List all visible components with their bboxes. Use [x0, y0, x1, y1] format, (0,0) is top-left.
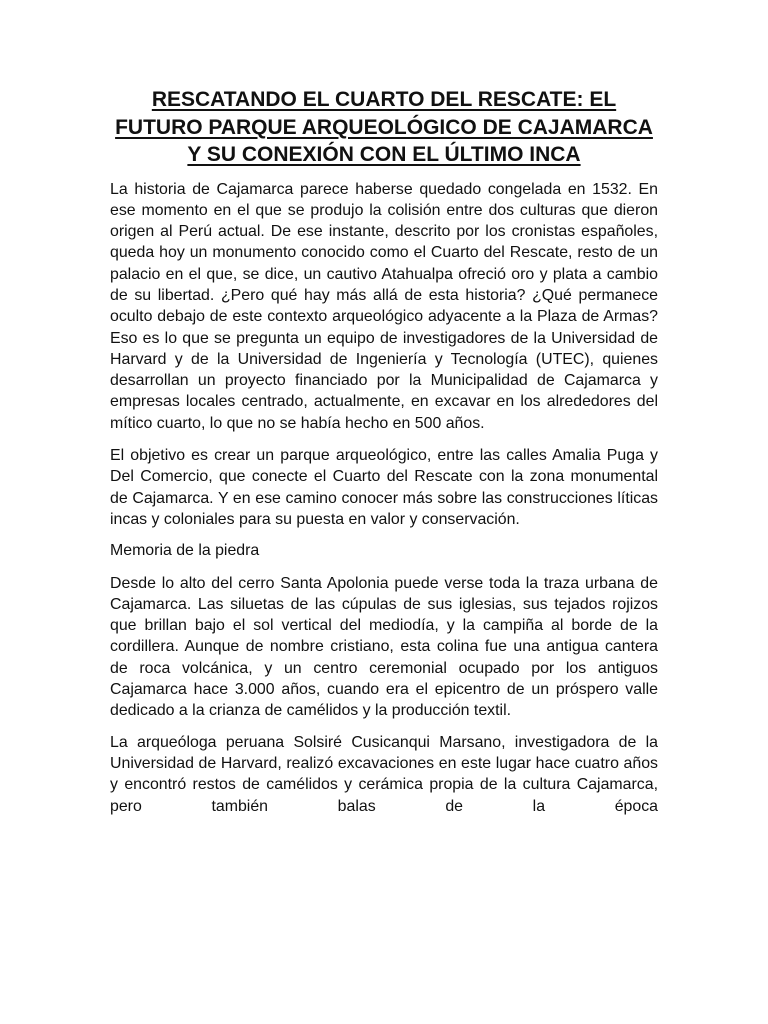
paragraph-archaeologist: La arqueóloga peruana Solsiré Cusicanqui Marsano, investigadora de la Universidad de Harvard, realizó excavaciones en este lugar hace cuatro años y encontró restos de camélidos y cerámica propia de la cultura Cajamarca, pero también balas de la época	[110, 733, 658, 815]
document-page	[110, 86, 658, 827]
paragraph-intro: La historia de Cajamarca parece haberse quedado congelada en 1532. En ese momento en el que se produjo la colisión entre dos culturas que dieron origen al Perú actual. De ese instante, descrito por los cronistas españoles, queda hoy un monumento conocido como el Cuarto del Rescate, resto de un palacio en el que, se dice, un cautivo Atahualpa ofreció oro y plata a cambio de su libertad. ¿Pero qué hay más allá de esta historia? ¿Qué permanece oculto debajo de este contexto arqueológico adyacente a la Plaza de Armas? Eso es lo que se pregunta un equipo de investigadores de la Universidad de Harvard y de la Universidad de Ingeniería y Tecnología (UTEC), quienes desarrollan un proyecto financiado por la Municipalidad de Cajamarca y empresas locales centrado, actualmente, en excavar en los alrededores del mítico cuarto, lo que no se había hecho en 500 años.	[110, 180, 658, 432]
section-heading: Memoria de la piedra	[110, 542, 260, 560]
paragraph-santa-apolonia: Desde lo alto del cerro Santa Apolonia puede verse toda la traza urbana de Cajamarca. Las siluetas de las cúpulas de sus iglesias, sus tejados rojizos que brillan bajo el sol vertical del mediodía, y la campiña al borde de la cordillera. Aunque de nombre cristiano, esta colina fue una antigua cantera de roca volcánica, y un centro ceremonial ocupado por los antiguos Cajamarca hace 3.000 años, cuando era el epicentro de un próspero valle dedicado a la crianza de camélidos y la producción textil.	[110, 574, 658, 720]
paragraph-objective: El objetivo es crear un parque arqueológico, entre las calles Amalia Puga y Del Comercio, que conecte el Cuarto del Rescate con la zona monumental de Cajamarca. Y en ese camino conocer más sobre las construcciones líticas incas y coloniales para su puesta en valor y conservación.	[110, 447, 658, 528]
document-title: RESCATANDO EL CUARTO DEL RESCATE: EL FUTURO PARQUE ARQUEOLÓGICO DE CAJAMARCA Y SU CONEXIÓN CON EL ÚLTIMO INCA	[115, 88, 653, 166]
